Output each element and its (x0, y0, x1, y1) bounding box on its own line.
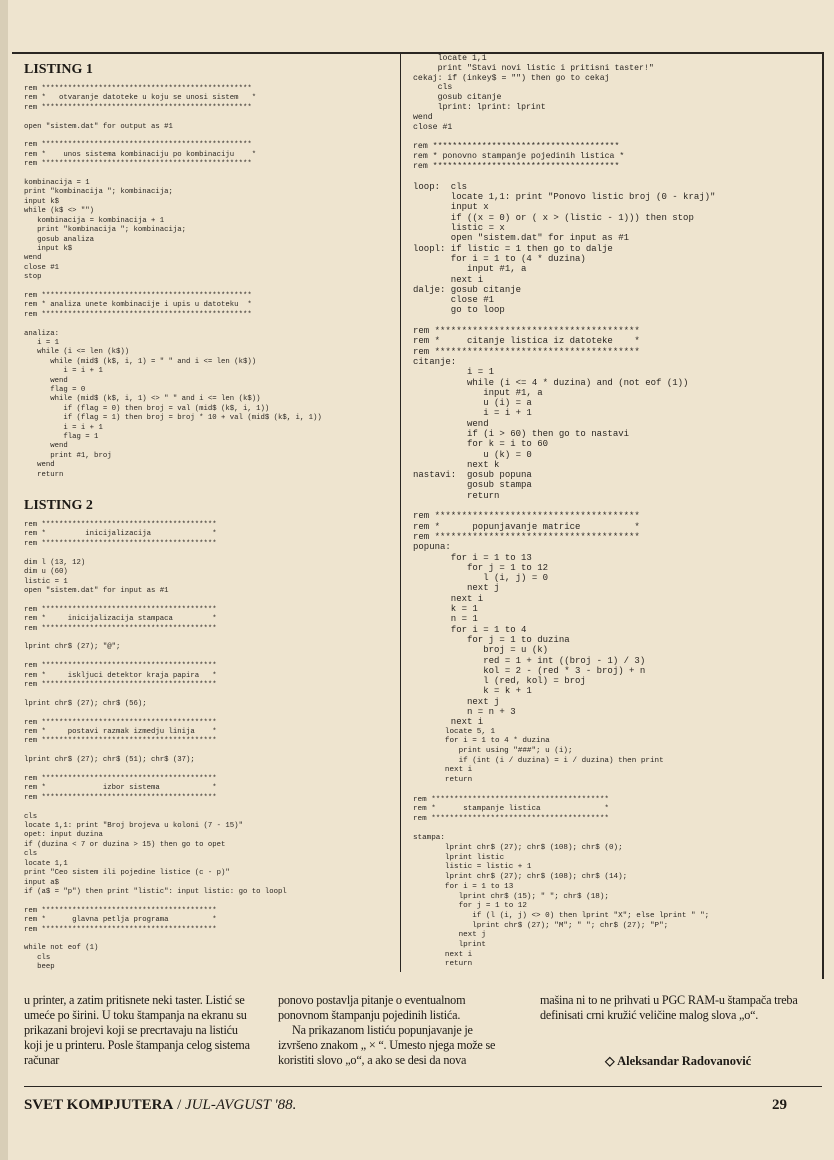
footer-masthead (24, 1097, 296, 1114)
page-edge-shade (0, 0, 8, 1160)
article-paragraph: mašina ni to ne prihvati u PGC RAM-u štampača treba definisati crni kružić veličine malog slova „o“. (540, 993, 798, 1022)
magazine-name: SVET KOMPJUTERA (24, 1097, 174, 1113)
article-paragraph: ponovo postavlja pitanje o eventualnom ponovnom štampanju pojedinih listića. (278, 993, 466, 1022)
issue-date: JUL-AVGUST '88. (185, 1097, 297, 1113)
author-signature (605, 1053, 751, 1069)
listing2-code-part4: locate 5, 1 for i = 1 to 4 * duzina print using "###"; u (i); if (int (i / duzina) = i / duzina) then print next i return rem *************************************** rem * stampanje listica * rem *************************************** stampa: lprint chr$ (27); chr$ (108); chr$ (0); lprint listic listic = listic + 1 lprint chr$ (27); chr$ (108); chr$ (14); for i = 1 to 13 lprint chr$ (15); " "; chr$ (18); for j = 1 to 12 if (l (i, j) <> 0) then lprint "X"; else lprint " "; lprint chr$ (27); "M"; " "; chr$ (27); "P"; next j lprint next i return (413, 727, 710, 969)
listing2-title: LISTING 2 (24, 498, 93, 514)
left-column (24, 62, 394, 973)
listing2-code-part1: rem **************************************** rem * inicijalizacija * rem **************************************** dim l (13, 12) dim u (60) listic = 1 open "sistem.dat" for input as #1 rem **************************************** rem * inicijalizacija stampaca * rem **************************************** lprint chr$ (27); "@"; rem **************************************** rem * iskljuci detektor kraja papira * rem **************************************** lprint chr$ (27); chr$ (56); rem **************************************** rem * postavi razmak izmedju linija * rem **************************************** lprint chr$ (27); chr$ (51); chr$ (37); rem **************************************** rem * izbor sistema * rem **************************************** cls locate 1,1: print "Broj brojeva u koloni (7 - 15)" opet: input duzina if (duzina < 7 or duzina > 15) then go to opet cls locate 1,1 print "Ceo sistem ili pojedine listice (c - p)" input a$ if (a$ = "p") then print "listic": input listic: go to loopl rem **************************************** rem * glavna petlja programa * rem **************************************** while not eof (1) cls beep (24, 521, 287, 972)
article-column-2 (278, 993, 510, 1068)
right-column (413, 54, 815, 970)
page-number: 29 (772, 1097, 787, 1113)
masthead-separator: / (177, 1097, 182, 1113)
article-paragraph: Na prikazanom listiću popunjavanje je izvršeno znakom „ × “. Umesto njega može se koristiti slovo „o“, a ako se desi da nova (278, 1023, 496, 1067)
footer-rule (24, 1086, 822, 1087)
listing2-code-part2: locate 1,1 print "Stavi novi listic i pritisni taster!" cekaj: if (inkey$ = "") then go to cekaj cls gosub citanje lprint: lprint: lprint wend close #1 rem ************************************** rem * ponovno stampanje pojedinih listica * rem ************************************** (413, 54, 654, 171)
article-column-1 (24, 993, 256, 1068)
column-divider (400, 54, 401, 972)
diamond-icon: ◇ (605, 1054, 615, 1068)
listing1-title: LISTING 1 (24, 62, 93, 77)
author-name: Aleksandar Radovanović (617, 1054, 752, 1068)
article-column-3 (540, 993, 815, 1023)
listing1-code: rem ************************************************ rem * otvaranje datoteke u koju se unosi sistem * rem ************************************************ open "sistem.dat" for output as #1 rem ************************************************ rem * unos sistema kombinaciju po kombinaciju * rem ************************************************ kombinacija = 1 print "kombinacija "; kombinacija; input k$ while (k$ <> "") kombinacija = kombinacija + 1 print "kombinacija "; kombinacija; gosub analiza input k$ wend close #1 stop rem ************************************************ rem * analiza unete kombinacije i upis u datoteku * rem ************************************************ analiza: i = 1 while (i <= len (k$)) while (mid$ (k$, i, 1) = " " and i <= len (k$)) i = i + 1 wend flag = 0 while (mid$ (k$, i, 1) <> " " and i <= len (k$)) if (flag = 0) then broj = val (mid$ (k$, i, 1)) if (flag = 1) then broj = broj * 10 + val (mid$ (k$, i, 1)) i = i + 1 flag = 1 wend print #1, broj wend return (24, 85, 322, 479)
listing2-code-part3: loop: cls locate 1,1: print "Ponovo listic broj (0 - kraj)" input x if ((x = 0) or ( x > (listic - 1))) then stop listic = x open "sistem.dat" for input as #1 loopl: if listic = 1 then go to dalje for i = 1 to (4 * duzina) input #1, a next i dalje: gosub citanje close #1 go to loop rem ************************************** rem * citanje listica iz datoteke * rem ************************************** citanje: i = 1 while (i <= 4 * duzina) and (not eof (1)) input #1, a u (i) = a i = i + 1 wend if (i > 60) then go to nastavi for k = i to 60 u (k) = 0 next k nastavi: gosub popuna gosub stampa return rem ************************************** rem * popunjavanje matrice * rem ************************************** popuna: for i = 1 to 13 for j = 1 to 12 l (i, j) = 0 next j next i k = 1 n = 1 for i = 1 to 4 for j = 1 to duzina broj = u (k) red = 1 + int ((broj - 1) / 3) kol = 2 - (red * 3 - broj) + n l (red, kol) = broj k = k + 1 next j n = n + 3 next i (413, 181, 716, 728)
article-paragraph: u printer, a zatim pritisnete neki taster. Listić se umeće po širini. U toku štampanja na ekranu su prikazani brojevi koji se precrtavaju na listiću koji je u printeru. Posle štampanja celog sistema računar (24, 993, 250, 1067)
